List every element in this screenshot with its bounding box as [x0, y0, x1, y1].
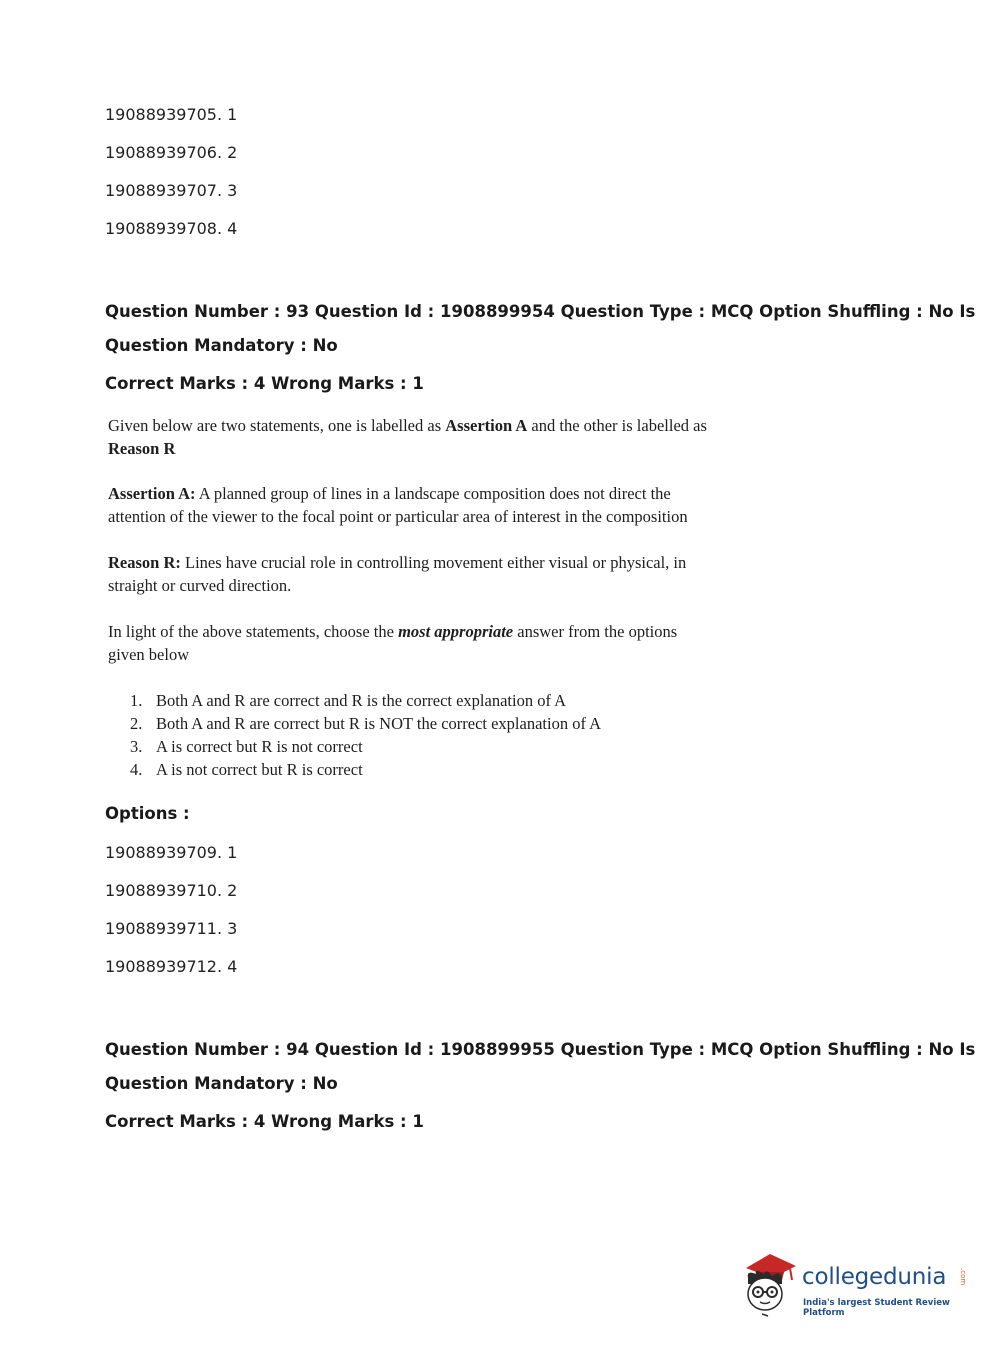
q93-options-label: Options : [105, 804, 190, 823]
choice-text: Both A and R are correct and R is the correct explanation of A [156, 691, 567, 710]
q93-choice-3 [130, 735, 750, 758]
q93-option-3: 19088939711. 3 [105, 919, 238, 938]
prev-option-3: 19088939707. 3 [105, 181, 238, 200]
assertion-label: Assertion A: [108, 484, 196, 503]
q93-instruction [108, 620, 708, 666]
reason-text: Lines have crucial role in controlling movement either visual or physical, in straight or curved direction. [108, 553, 687, 595]
choice-number: 2. [130, 714, 143, 733]
q93-intro [108, 414, 708, 460]
q93-choice-4 [130, 758, 750, 781]
choice-text: A is correct but R is not correct [156, 737, 363, 756]
q94-marks: Correct Marks : 4 Wrong Marks : 1 [105, 1112, 424, 1131]
choice-number: 3. [130, 737, 143, 756]
reason-label: Reason R: [108, 553, 181, 572]
assertion-text: A planned group of lines in a landscape composition does not direct the attention of the viewer to the focal point or particular area of interest in the composition [108, 484, 688, 526]
q93-option-2: 19088939710. 2 [105, 881, 238, 900]
choice-number: 4. [130, 760, 143, 779]
q93-marks: Correct Marks : 4 Wrong Marks : 1 [105, 374, 424, 393]
q93-choice-1 [130, 689, 750, 712]
q93-header-line1: Question Number : 93 Question Id : 1908899954 Question Type : MCQ Option Shuffling : No Is [105, 302, 976, 321]
q94-header-line2: Question Mandatory : No [105, 1074, 338, 1093]
prev-option-2: 19088939706. 2 [105, 143, 238, 162]
logo-com: .com [959, 1268, 967, 1286]
logo-tagline: India's largest Student Review Platform [803, 1298, 950, 1318]
prev-option-1: 19088939705. 1 [105, 105, 238, 124]
choice-text: Both A and R are correct but R is NOT the correct explanation of A [156, 714, 602, 733]
mascot-icon [740, 1248, 802, 1318]
q93-intro-text: Given below are two statements, one is labelled as [108, 416, 446, 435]
q94-header-line1: Question Number : 94 Question Id : 1908899955 Question Type : MCQ Option Shuffling : No Is [105, 1040, 976, 1059]
q93-header-line2: Question Mandatory : No [105, 336, 338, 355]
q93-assertion [108, 482, 728, 528]
q93-option-4: 19088939712. 4 [105, 957, 238, 976]
choice-text: A is not correct but R is correct [156, 760, 363, 779]
collegedunia-logo [740, 1248, 970, 1318]
instruction-emphasis: most appropriate [398, 622, 514, 641]
choice-number: 1. [130, 691, 143, 710]
q93-choice-2 [130, 712, 750, 735]
prev-option-4: 19088939708. 4 [105, 219, 238, 238]
q93-reason [108, 551, 733, 597]
instruction-text-2: answer from the options given below [108, 622, 678, 664]
logo-wordmark: collegedunia [802, 1264, 947, 1290]
q93-choice-list [130, 689, 750, 781]
q93-option-1: 19088939709. 1 [105, 843, 238, 862]
instruction-text: In light of the above statements, choose the [108, 622, 399, 641]
q93-intro-assertion: Assertion A [445, 416, 528, 435]
q93-intro-text-2: and the other is labelled as [527, 416, 707, 435]
q93-intro-reason: Reason R [108, 439, 176, 458]
